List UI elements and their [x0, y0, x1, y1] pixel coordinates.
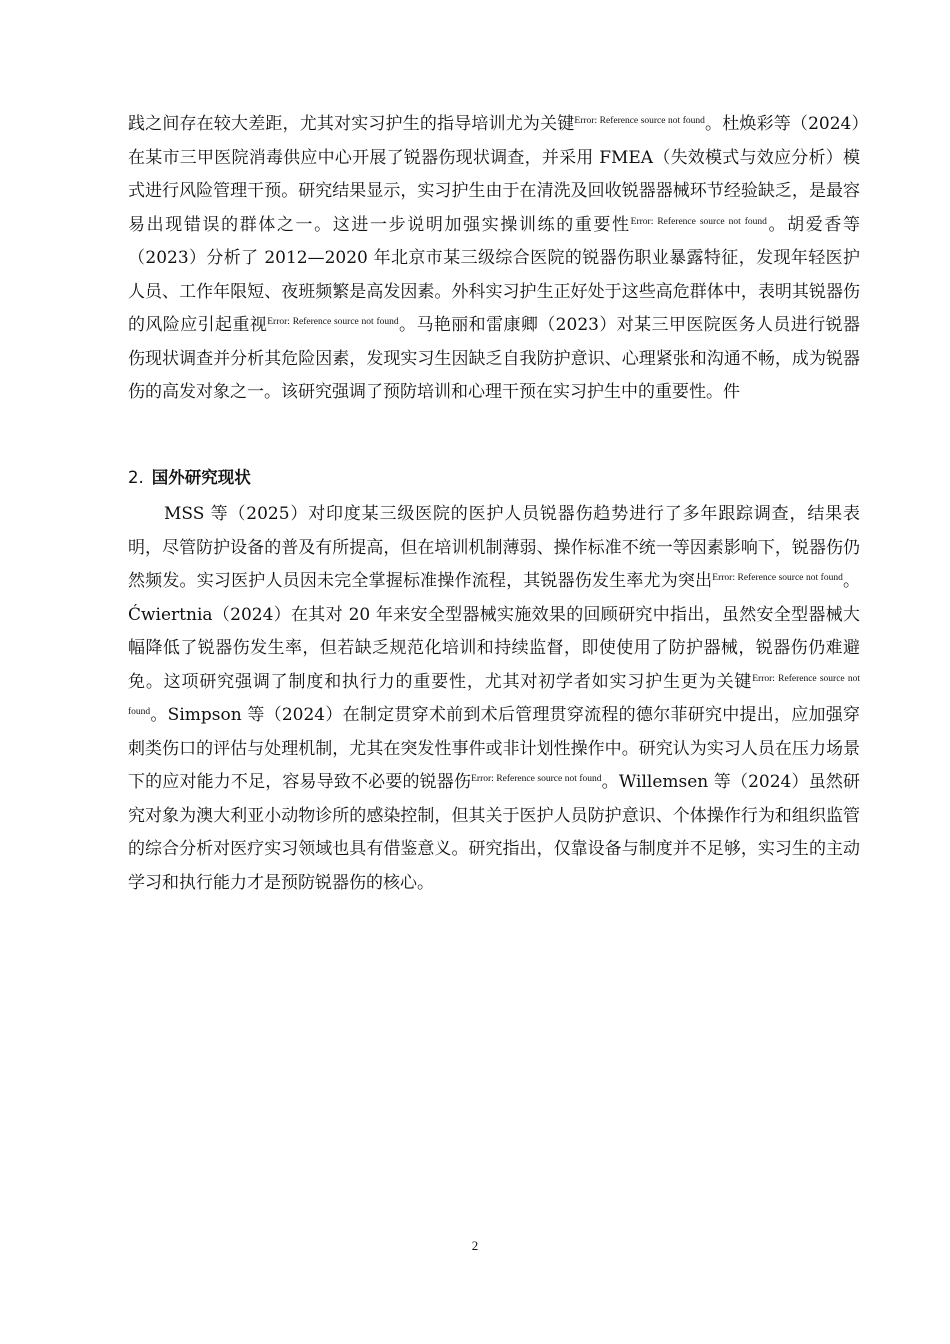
- citation-error: Error: Reference source not found: [712, 573, 843, 583]
- citation-error: Error: Reference source not found: [630, 216, 767, 227]
- citation-error: Error: Reference source not found: [267, 317, 399, 327]
- text-segment: 践之间存在较大差距，尤其对实习护生的指导培训尤为关键: [128, 114, 575, 134]
- paragraph-domestic-research: [128, 108, 860, 410]
- text-segment: 。Willemsen 等（2024）虽然研究对象为澳大利亚小动物诊所的感染控制，但其关于医护人员防护意识、个体操作行为和组织监管的综合分析对医疗实习领域也具有借鉴意义。研究指出，仅靠设备与制度并不足够，实习生的主动学习和执行能力才是预防锐器伤的核心。: [128, 772, 861, 893]
- text-segment: 。Ćwiertnia（2024）在其对 20 年来安全型器械实施效果的回顾研究中指出，虽然安全型器械大幅降低了锐器伤发生率，但若缺乏规范化培训和持续监督，即使使用了防护器械，锐器伤仍难避免。这项研究强调了制度和执行力的重要性，尤其对初学者如实习护生更为关键: [128, 571, 861, 692]
- text-segment: 。胡爱香等（2023）分析了 2012—2020 年北京市某三级综合医院的锐器伤职业暴露特征，发现年轻医护人员、工作年限短、夜班频繁是高发因素。外科实习护生正好处于这些高危群体中，表明其锐器伤的风险应引起重视: [128, 214, 861, 335]
- section-number: 2.: [128, 468, 144, 487]
- section-heading: [128, 464, 251, 492]
- text-segment: 。Simpson 等（2024）在制定贯穿术前到术后管理贯穿流程的德尔菲研究中提出，应加强穿刺类伤口的评估与处理机制，尤其在突发性事件或非计划性操作中。研究认为实习人员在压力场景下的应对能力不足，容易导致不必要的锐器伤: [128, 705, 860, 792]
- paragraph-foreign-research: [128, 498, 860, 900]
- section-title: 国外研究现状: [151, 468, 251, 487]
- citation-error: Error: Reference source not found: [128, 673, 860, 717]
- text-segment: 。马艳丽和雷康卿（2023）对某三甲医院医务人员进行锐器伤现状调查并分析其危险因素，发现实习生因缺乏自我防护意识、心理紧张和沟通不畅，成为锐器伤的高发对象之一。该研究强调了预防培训和心理干预在实习护生中的重要性。件: [128, 315, 861, 402]
- citation-error: Error: Reference source not found: [471, 774, 602, 784]
- page-number: 2: [471, 1238, 479, 1253]
- citation-error: Error: Reference source not found: [574, 116, 705, 126]
- text-segment: MSS 等（2025）对印度某三级医院的医护人员锐器伤趋势进行了多年跟踪调查，结果表明，尽管防护设备的普及有所提高，但在培训机制薄弱、操作标准不统一等因素影响下，锐器伤仍然频发。实习医护人员因未完全掌握标准操作流程，其锐器伤发生率尤为突出: [128, 504, 860, 591]
- text-segment: 。杜焕彩等（2024）在某市三甲医院消毒供应中心开展了锐器伤现状调查，并采用 FMEA（失效模式与效应分析）模式进行风险管理干预。研究结果显示，实习护生由于在清洗及回收锐器器械环节经验缺乏，是最容易出现错误的群体之一。这进一步说明加强实操训练的重要性: [128, 114, 861, 235]
